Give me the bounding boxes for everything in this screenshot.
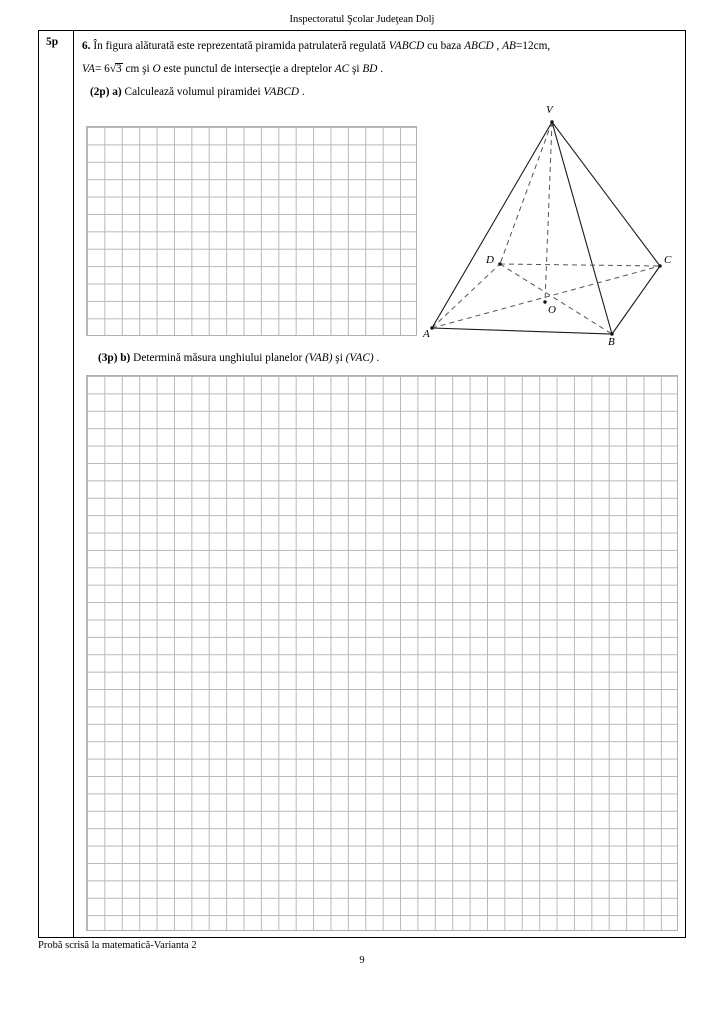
statement-text-1: În figura alăturată este reprezentată piramida patrulateră regulată bbox=[93, 40, 389, 52]
figure-label-c: C bbox=[664, 254, 672, 266]
statement-ab-value: =12 bbox=[515, 40, 534, 52]
statement-ab-unit: cm, bbox=[533, 40, 551, 52]
subquestion-a-end: . bbox=[299, 85, 305, 98]
figure-label-v: V bbox=[546, 104, 553, 116]
subquestion-b-points: (3p) b) bbox=[98, 352, 131, 364]
statement-text-4: este punctul de intersecţie a dreptelor bbox=[160, 62, 335, 75]
statement-va-eq: = 6 bbox=[94, 62, 110, 75]
subquestion-b-plane1: (VAB) bbox=[305, 352, 333, 364]
footer-exam-label: Probă scrisă la matematică-Varianta 2 bbox=[38, 940, 197, 951]
statement-solid-name: VABCD bbox=[388, 40, 425, 52]
subquestion-b bbox=[90, 352, 658, 364]
statement-text-2: cu baza bbox=[424, 40, 465, 52]
figure-label-d: D bbox=[486, 254, 494, 266]
page-header: Inspectoratul Şcolar Judeţean Dolj bbox=[289, 14, 435, 25]
subquestion-a bbox=[82, 86, 678, 98]
figure-label-b: B bbox=[608, 336, 615, 348]
pyramid-figure bbox=[412, 106, 678, 351]
subquestion-a-text: Calculează volumul piramidei bbox=[124, 85, 264, 98]
subquestion-b-text: Determină măsura unghiului planelor bbox=[133, 352, 306, 364]
statement-text-3: , bbox=[493, 40, 503, 52]
figure-label-a: A bbox=[423, 328, 430, 340]
problem-number: 6. bbox=[82, 40, 91, 52]
statement-and: şi bbox=[349, 62, 363, 75]
points-column bbox=[38, 30, 74, 938]
problem-points: 5p bbox=[46, 36, 59, 48]
statement-va-radicand: 3 bbox=[116, 62, 122, 75]
subquestion-a-points: (2p) a) bbox=[90, 85, 122, 98]
pyramid-svg bbox=[412, 106, 678, 351]
subquestion-b-and: şi bbox=[332, 352, 346, 364]
statement-va-unit: cm şi bbox=[125, 62, 153, 75]
statement-va: VA bbox=[82, 62, 95, 75]
problem-content bbox=[82, 38, 678, 98]
subquestion-b-plane2: (VAC) bbox=[345, 352, 374, 364]
subquestion-a-solid: VABCD bbox=[263, 85, 300, 98]
problem-statement bbox=[82, 38, 678, 56]
figure-label-o: O bbox=[548, 304, 556, 316]
statement-ab: AB bbox=[502, 40, 516, 52]
statement-text-5: . bbox=[377, 62, 384, 75]
answer-grid-b[interactable] bbox=[86, 375, 678, 931]
sqrt-icon: √ bbox=[109, 62, 117, 75]
problem-statement-line2 bbox=[82, 63, 678, 75]
statement-point-o: O bbox=[152, 62, 161, 75]
answer-grid-a[interactable] bbox=[86, 126, 417, 336]
footer-page-number: 9 bbox=[359, 955, 365, 966]
subquestion-b-end: . bbox=[373, 352, 380, 364]
statement-ac: AC bbox=[334, 62, 350, 75]
statement-base-name: ABCD bbox=[464, 40, 494, 52]
statement-bd: BD bbox=[362, 62, 378, 75]
